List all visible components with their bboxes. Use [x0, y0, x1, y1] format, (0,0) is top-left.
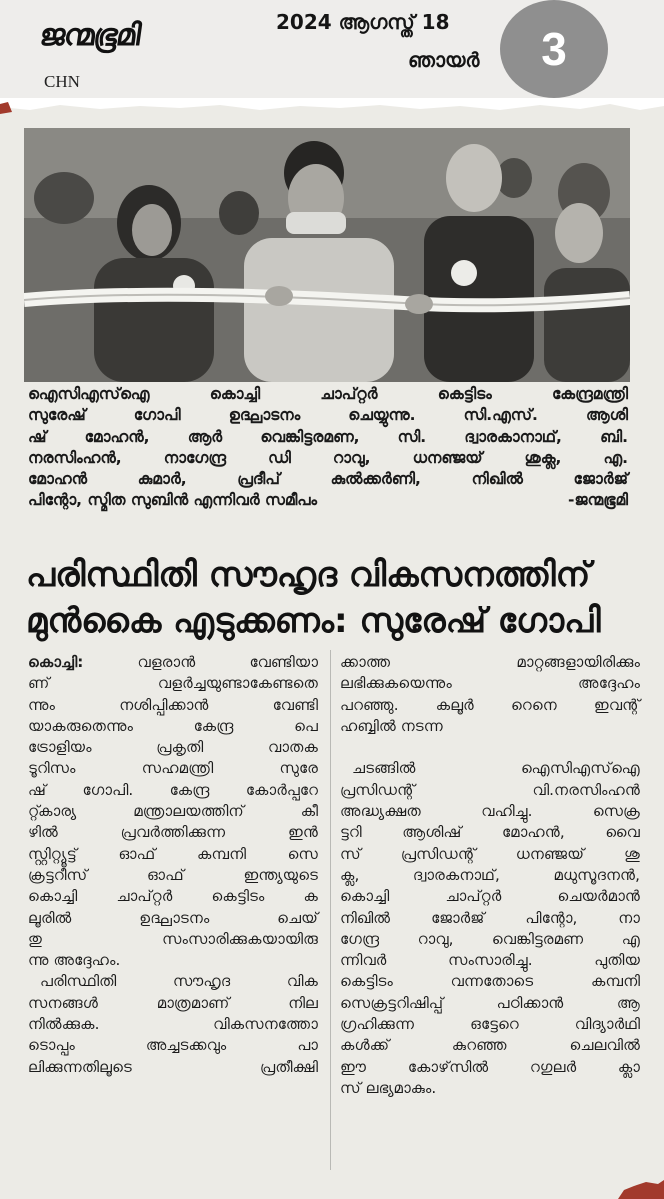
- article-line: കള്‍ക്ക് കുറഞ്ഞ ചെലവില്‍: [340, 1036, 640, 1055]
- torn-paper-corner: [600, 1160, 664, 1199]
- article-line: സെക്രട്ടറിഷിപ്പ് പഠിക്കാന്‍ ആ: [340, 993, 640, 1012]
- article-line: ഈ കോഴ്‌സില്‍ റഗുലര്‍ ക്ലാ: [340, 1057, 640, 1076]
- article-column-right: [340, 652, 640, 1099]
- article-line: പറഞ്ഞു. കലൂര്‍ റെനെ ഇവന്റ്: [340, 695, 640, 714]
- news-photo: [24, 128, 630, 382]
- article-line: ടൂറിസം സഹമന്ത്രി സുരേ: [28, 759, 318, 778]
- caption-line: മോഹന്‍ കുമാര്‍, പ്രദീപ് കുല്‍ക്കര്‍ണി, നിഖില്‍ ജോര്‍ജ്: [28, 470, 628, 489]
- article-line: റ്റ്കാര്യ മന്ത്രാലയത്തിന് കീ: [28, 802, 318, 821]
- article-line: ണ് വളര്‍ച്ചയുണ്ടാകേണ്ടതെ: [28, 674, 318, 693]
- page-number: 3: [541, 23, 567, 75]
- article-line: ന്നിവര്‍ സംസാരിച്ചു. പുതിയ: [340, 951, 640, 970]
- issue-date: 2024 ആഗസ്ത് 18: [276, 10, 450, 34]
- article-line: പരിസ്ഥിതി സൗഹൃദ വിക: [40, 972, 318, 991]
- torn-paper-edge: [0, 98, 664, 120]
- article-line: തു സംസാരിക്കുകയായിരു: [28, 929, 318, 948]
- article-line: നിഖില്‍ ജോര്‍ജ് പിന്റോ, നാ: [340, 908, 640, 927]
- caption-line: നരസിംഹന്‍, നാഗേന്ദ്ര ഡി റാവു, ധനഞ്ജയ് ശുക്ല, എ.: [28, 448, 628, 467]
- caption-line: പിന്റോ, സ്മിത സുബിന്‍ എന്നിവര്‍ സമീപം: [28, 491, 318, 510]
- headline-line-1: പരിസ്ഥിതി സൗഹൃദ വികസനത്തിന്: [26, 555, 591, 595]
- dateline: കൊച്ചി:: [28, 653, 84, 671]
- article-line: ന്നു അദ്ദേഹം.: [28, 951, 121, 970]
- article-line: പ്രസിഡന്റ് വി.നരസിംഹന്‍: [340, 780, 640, 799]
- article-line: നില്‍ക്കുക. വികസനത്തോ: [28, 1015, 318, 1034]
- article-line: കൊച്ചി ചാപ്റ്റര്‍ കെട്ടിടം ക: [28, 887, 318, 906]
- article-column-left: [28, 652, 318, 1078]
- article-line: ടൊപ്പം അച്ചടക്കവും പാ: [28, 1036, 318, 1055]
- caption-last-line: [28, 490, 628, 511]
- article-line: കെട്ടിടം വന്നതോടെ കമ്പനി: [340, 972, 640, 991]
- caption-line: ഷ് മോഹന്‍, ആര്‍ വെങ്കിട്ടരമണ, സി. ദ്വാരകാനാഥ്, ബി.: [28, 427, 628, 446]
- article-line: സനങ്ങള്‍ മാത്രമാണ് നില: [28, 993, 318, 1012]
- article-line: ക്ല, ദ്വാരകനാഥ്, മധുസൂദനന്‍,: [340, 865, 640, 884]
- article-line: ലഭിക്കുകയെന്നും അദ്ദേഹം: [340, 674, 640, 693]
- article-line: കൊച്ചി: വളരാന്‍ വേണ്ടിയാ: [28, 653, 318, 671]
- page-number-badge: [500, 0, 608, 98]
- article-line: [340, 737, 640, 758]
- article-line: ക്രട്ടറീസ് ഓഫ് ഇന്ത്യയുടെ: [28, 865, 318, 884]
- article-line: കൊച്ചി ചാപ്റ്റര്‍ ചെയര്‍മാന്‍: [340, 887, 640, 906]
- article-line: ന്നും നശിപ്പിക്കാന്‍ വേണ്ടി: [28, 695, 318, 714]
- article-line: അദ്ധ്യക്ഷത വഹിച്ചു. സെക്ര: [340, 802, 640, 821]
- article-line: സ് പ്രസിഡന്റ് ധനഞ്ജയ് ശു: [340, 844, 640, 863]
- article-line: ട്ടറി ആശിഷ് മോഹന്‍, വൈ: [340, 823, 640, 842]
- article-headline: [26, 552, 632, 644]
- caption-line: ഐസിഎസ്‌ഐ കൊച്ചി ചാപ്റ്റര്‍ കെട്ടിടം കേന്ദ്രമന്ത്രി: [28, 385, 628, 403]
- article-line: ലിക്കുന്നതിലൂടെ പ്രതീക്ഷി: [28, 1057, 318, 1076]
- newspaper-logo: ജന്മഭൂമി: [37, 18, 143, 53]
- issue-weekday: ഞായര്‍: [408, 48, 480, 72]
- article-line: സ് ലഭ്യമാകും.: [340, 1078, 437, 1097]
- article-line: സ്റ്റിറ്റ്യൂട്ട് ഓഫ് കമ്പനി സെ: [28, 844, 318, 863]
- article-line: ഹബ്ബില്‍ നടന്ന: [340, 716, 443, 735]
- article-line: യാകരുതെന്നും കേന്ദ്ര പെ: [28, 716, 318, 735]
- article-line: ഗ്രഹിക്കുന്ന ഒട്ടേറെ വിദ്യാര്‍ഥി: [340, 1015, 640, 1034]
- article-line: ചടങ്ങില്‍ ഐസിഎസ്‌ഐ: [352, 759, 640, 778]
- caption-line: സുരേഷ് ഗോപി ഉദ്ഘാടനം ചെയ്യുന്നു. സി.എസ്. ആശി: [28, 406, 628, 425]
- headline-line-2: മുന്‍കൈ എടുക്കണം: സുരേഷ് ഗോപി: [26, 601, 601, 641]
- article-line: ക്കാത്ത മാറ്റങ്ങളായിരിക്കും: [340, 653, 640, 671]
- photo-caption: [28, 384, 628, 512]
- article-line: ഷ് ഗോപി. കേന്ദ്ര കോര്‍പ്പറേ: [28, 780, 318, 799]
- article-line: ഴില്‍ പ്രവര്‍ത്തിക്കുന്ന ഇന്‍: [28, 823, 318, 842]
- article-line: ഗേന്ദ്ര റാവു, വെങ്കിട്ടരമണ എ: [340, 929, 640, 948]
- article-line: ലൂരില്‍ ഉദ്ഘാടനം ചെയ്: [28, 908, 318, 927]
- edition-code: CHN: [44, 72, 80, 91]
- masthead: [0, 0, 664, 100]
- photo-credit: -ജന്മഭൂമി: [568, 491, 628, 510]
- column-divider: [330, 650, 331, 1170]
- ribbon-cutting-photo: [24, 128, 630, 382]
- article-line: ട്രോളിയം പ്രകൃതി വാതക: [28, 738, 318, 757]
